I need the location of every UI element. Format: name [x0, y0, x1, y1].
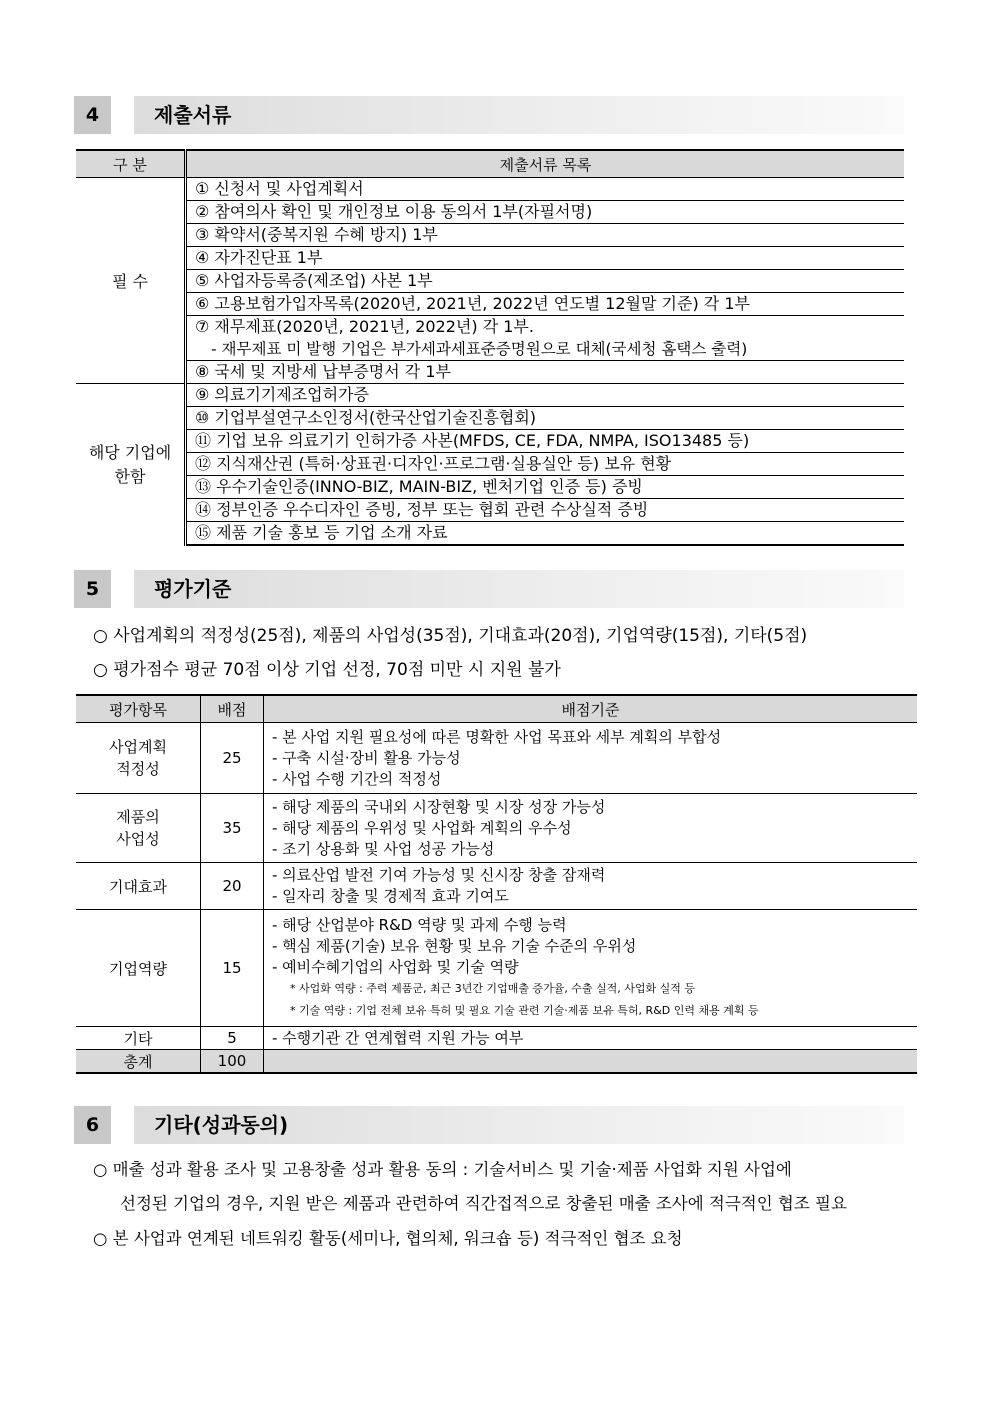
document-item: ⑮ 제품 기술 홍보 등 기업 소개 자료 — [186, 522, 905, 546]
section-6-header — [74, 1106, 904, 1144]
document-item: ⑭ 정부인증 우수디자인 증빙, 정부 또는 협회 관련 수상실적 증빙 — [186, 499, 905, 522]
section-title: 평가기준 — [154, 577, 232, 601]
eval-points: 15 — [201, 910, 264, 1027]
eval-points: 20 — [201, 863, 264, 910]
section-bar — [134, 570, 904, 608]
table-row — [76, 723, 917, 794]
table-row — [76, 499, 904, 522]
criterion: - 의료산업 발전 기여 가능성 및 신시장 창출 잠재력 — [272, 866, 606, 884]
table-row — [76, 453, 904, 476]
table-row — [76, 361, 904, 384]
criterion: - 해당 산업분야 R&D 역량 및 과제 수행 능력 — [272, 915, 567, 934]
criterion: - 수행기관 간 연계협력 지원 가능 여부 — [272, 1028, 524, 1047]
criterion: - 구축 시설·장비 활용 가능성 — [272, 748, 461, 767]
table-header-row — [76, 150, 904, 178]
other-bullet-continued: 선정된 기업의 경우, 지원 받은 제품과 관련하여 직간접적으로 창출된 매출 조사에 적극적인 협조 필요 — [120, 1194, 847, 1213]
table-row — [76, 407, 904, 430]
document-item: ④ 자가진단표 1부 — [186, 247, 905, 270]
evaluation-table — [76, 694, 917, 1074]
table-row — [76, 384, 904, 407]
eval-criteria — [264, 723, 918, 794]
document-item: ⑫ 지식재산권 (특허·상표권·디자인·프로그램·실용실안 등) 보유 현황 — [186, 453, 905, 476]
eval-item — [76, 794, 201, 863]
criterion: - 핵심 제품(기술) 보유 현황 및 보유 기술 수준의 우위성 — [272, 936, 637, 955]
category-optional — [76, 384, 186, 546]
other-bullet: ○ 매출 성과 활용 조사 및 고용창출 성과 활용 동의 : 기술서비스 및 기술·제품 사업화 지원 사업에 — [93, 1160, 792, 1179]
document-item: ① 신청서 및 사업계획서 — [195, 179, 364, 198]
eval-points: 5 — [201, 1027, 264, 1050]
eval-bullet: ○ 평가점수 평균 70점 이상 기업 선정, 70점 미만 시 지원 불가 — [93, 660, 561, 680]
document-sub-item: - 재무제표 미 발행 기업은 부가세과세표준증명원으로 대체(국세청 홈택스 출력) — [211, 340, 748, 358]
table-row — [76, 910, 917, 1027]
table-row — [76, 178, 904, 201]
criterion: - 해당 제품의 우위성 및 사업화 계획의 우수성 — [272, 818, 572, 837]
criterion-note: * 사업화 역량 : 주력 제품군, 최근 3년간 기업매출 증가율, 수출 실적, 사업화 실적 등 — [290, 981, 696, 995]
column-header: 평가항목 — [76, 695, 201, 723]
total-empty — [264, 1050, 918, 1074]
criterion: - 예비수혜기업의 사업화 및 기술 역량 — [272, 957, 519, 976]
eval-item: 기타 — [76, 1027, 201, 1050]
table-total-row — [76, 1050, 917, 1074]
eval-criteria — [264, 1027, 918, 1050]
eval-criteria — [264, 794, 918, 863]
other-bullet: ○ 본 사업과 연계된 네트워킹 활동(세미나, 협의체, 워크숍 등) 적극적인 협조 요청 — [93, 1229, 683, 1248]
table-row — [76, 1027, 917, 1050]
section-number: 4 — [74, 96, 111, 134]
eval-item-label: 사업계획 적정성 — [109, 738, 167, 778]
document-item: ⑦ 재무제표(2020년, 2021년, 2022년) 각 1부. — [186, 316, 905, 339]
section-5-header — [74, 570, 904, 608]
column-header: 배점기준 — [264, 695, 918, 723]
table-row — [76, 430, 904, 453]
total-points: 100 — [201, 1050, 264, 1074]
table-header-row — [76, 695, 917, 723]
document-item: ⑨ 의료기기제조업허가증 — [186, 384, 905, 407]
criterion: - 해당 제품의 국내외 시장현황 및 시장 성장 가능성 — [272, 797, 606, 816]
section-title: 기타(성과동의) — [154, 1113, 289, 1137]
table-row — [76, 247, 904, 270]
eval-criteria — [264, 863, 918, 910]
column-header: 구 분 — [76, 150, 186, 178]
criterion: - 본 사업 지원 필요성에 따른 명확한 사업 목표와 세부 계획의 부합성 — [272, 727, 722, 746]
column-header: 제출서류 목록 — [186, 150, 905, 178]
eval-bullet: ○ 사업계획의 적정성(25점), 제품의 사업성(35점), 기대효과(20점), 기업역량(15점), 기타(5점) — [93, 626, 808, 646]
table-row — [76, 224, 904, 247]
criterion: - 사업 수행 기간의 적정성 — [272, 769, 442, 788]
section-title: 제출서류 — [154, 103, 232, 127]
section-number: 6 — [74, 1106, 111, 1144]
table-row — [76, 522, 904, 546]
eval-item: 기업역량 — [76, 910, 201, 1027]
document-item: ⑤ 사업자등록증(제조업) 사본 1부 — [186, 270, 905, 293]
section-bar — [134, 96, 904, 134]
table-row — [76, 794, 917, 863]
criterion-note: * 기술 역량 : 기업 전체 보유 특허 및 필요 기술 관련 기술·제품 보유 특허, R&D 인력 채용 계획 등 — [290, 1003, 759, 1017]
column-header: 배점 — [201, 695, 264, 723]
eval-points: 25 — [201, 723, 264, 794]
section-number: 5 — [74, 570, 111, 608]
table-row — [76, 863, 917, 910]
eval-item — [76, 723, 201, 794]
document-item: ⑪ 기업 보유 의료기기 인허가증 사본(MFDS, CE, FDA, NMPA, ISO13485 등) — [186, 430, 905, 453]
document-item: ② 참여의사 확인 및 개인정보 이용 동의서 1부(자필서명) — [186, 201, 905, 224]
criterion: - 조기 상용화 및 사업 성공 가능성 — [272, 839, 495, 858]
table-row — [76, 476, 904, 499]
eval-item-label: 제품의 사업성 — [116, 808, 160, 848]
eval-points: 35 — [201, 794, 264, 863]
table-row — [76, 338, 904, 361]
document-item: ③ 확약서(중복지원 수혜 방지) 1부 — [186, 224, 905, 247]
category-optional-label: 해당 기업에 한함 — [88, 442, 172, 486]
section-4-header — [74, 96, 904, 134]
table-row — [76, 316, 904, 339]
document-item: ⑬ 우수기술인증(INNO-BIZ, MAIN-BIZ, 벤처기업 인증 등) 증빙 — [186, 476, 905, 499]
table-row — [76, 201, 904, 224]
criterion: - 일자리 창출 및 경제적 효과 기여도 — [272, 887, 509, 905]
eval-criteria — [264, 910, 918, 1027]
table-row — [76, 293, 904, 316]
document-item: ⑩ 기업부설연구소인정서(한국산업기술진흥협회) — [186, 407, 905, 430]
document-item: ⑥ 고용보험가입자목록(2020년, 2021년, 2022년 연도별 12월말 기준) 각 1부 — [186, 293, 905, 316]
document-item: ⑧ 국세 및 지방세 납부증명서 각 1부 — [186, 361, 905, 384]
eval-item: 기대효과 — [76, 863, 201, 910]
documents-table — [76, 149, 904, 546]
table-row — [76, 270, 904, 293]
category-required: 필 수 — [76, 178, 186, 384]
total-label: 총계 — [76, 1050, 201, 1074]
